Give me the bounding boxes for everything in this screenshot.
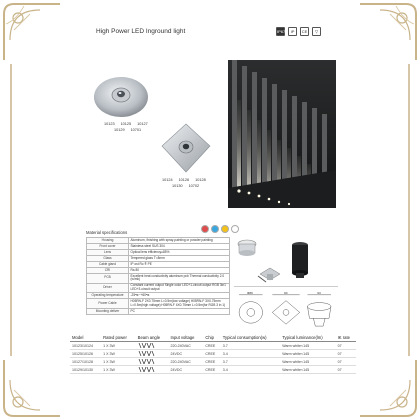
voltage-cell: 220-240VAC [168,342,203,350]
spec-key: Lens [87,249,129,255]
luminance-cell: Warm white<145 [280,350,335,358]
luminance-cell: Warm white<145 [280,342,335,350]
page-title: High Power LED Inground light [96,28,186,35]
spec-key: Front cover [87,243,129,249]
model-code: 10130 [172,184,183,188]
mounting-sleeve-image [236,238,258,260]
spec-value: IP ost Ro ® PE [129,261,230,267]
spec-row [87,273,230,283]
beam-angle-cell [136,350,169,358]
luminance-cell: Warm white<145 [280,358,335,366]
column-header: Model [70,334,101,342]
model-table [70,334,356,374]
square-lamp-codes-row2 [172,184,205,188]
ornament-rail-left [8,64,14,356]
color-options [201,225,239,233]
dimension-label: 90 [284,290,288,295]
voltage-cell: 24VDC [168,366,203,374]
spec-key: Housing [87,238,129,244]
spec-value: Tempered glass T=8mm [129,255,230,261]
spec-value: Excellent heat conductivity aluminum pcb Thermal conductivity 2.0 (w/mk) [129,273,230,283]
power-cell: 1 X 3W [101,358,136,366]
application-photo [228,60,336,208]
power-cell: 1 X 3W [101,366,136,374]
column-header: Chip [203,334,220,342]
model-cell: 10127/10128 [70,358,101,366]
mounting-bracket-image [256,262,282,284]
power-cell: 1 X 3W [101,350,136,358]
model-code: 10126 [178,178,190,182]
rohs-icon: ▽ [312,27,321,36]
spec-value: PC [129,309,230,315]
ik-rate-cell: 07 [336,342,356,350]
round-lamp-codes-row2 [114,128,147,132]
spec-key: Glass [87,255,129,261]
beam-angle-cell [136,366,169,374]
certification-icons [276,27,321,36]
column-header: Typical consumption(w) [221,334,280,342]
dimension-label: 93 [317,290,321,295]
spec-value: Aluminum, finishing with spray-painting or powder painting [129,238,230,244]
table-row [70,350,356,358]
ornament-corner-top-left [0,0,64,64]
model-code: 10127 [137,122,148,126]
spec-key: Driver [87,283,129,293]
model-code: 10128 [195,178,206,182]
spec-value: Stainless steel SUS 304 [129,243,230,249]
model-code: 10702 [188,184,200,188]
column-header: Typical luminance(lm) [280,334,335,342]
beam-angle-cell [136,342,169,350]
chip-cell: CREE [203,358,220,366]
ce-mark-icon: CE [301,29,308,34]
spec-key: Mounting deliver [87,309,129,315]
model-table-header [70,334,356,342]
table-row [70,358,356,366]
ik-rate-cell: 07 [336,350,356,358]
chip-cell: CREE [203,366,220,374]
round-lamp-image [92,70,150,120]
ip-rating-icon: IP [288,27,297,36]
ornament-corner-top-right [356,0,420,64]
chip-cell: CREE [203,342,220,350]
spec-key: Operating temperature [87,293,129,299]
model-cell: 10129/10130 [70,366,101,374]
column-header: Rated power [101,334,136,342]
model-code: 10125 [120,122,132,126]
voltage-cell: 220-240VAC [168,358,203,366]
spec-value: -25℃~+60℃ [129,293,230,299]
spec-key: CRI [87,267,129,273]
beam-angle-icon [138,359,156,364]
spec-value: Ra 80 [129,267,230,273]
luminance-cell: Warm white<145 [280,366,335,374]
dimension-label: Φ86 [246,290,253,295]
table-row [70,342,356,350]
spec-title: Material specifications [86,230,128,235]
column-header: IK rate [336,334,356,342]
column-header: Beam angle [136,334,169,342]
consumption-cell: 3.4 [221,366,280,374]
spec-row [87,283,230,293]
round-lamp-codes-row1 [104,122,154,126]
spec-value: Constant current output Single color LED+1-circuit output RGB 3in1 LED+3-circuit output [129,283,230,293]
beam-angle-icon [138,351,156,356]
ik-rate-cell: 07 [336,366,356,374]
spec-key: Cable gland [87,261,129,267]
spec-row [87,299,230,309]
model-cell: 10123/10124 [70,342,101,350]
table-row [70,366,356,374]
driver-icon: IP67 [277,29,286,34]
spec-value: H05RN-F 2X0.75mm L=0.5m(low voltage) H05RN-F 3X0.75mm L=0.5m(high voltage) H05RN-F 4X0.75mm L=0.5m(for RGB 3 in 1) [129,299,230,309]
beam-angle-icon [138,343,156,348]
square-lamp-image [160,122,212,174]
spec-row [87,309,230,315]
color-red-swatch [201,225,209,233]
spec-table [86,237,230,315]
ornament-corner-bottom-right [356,356,420,420]
model-code: 10124 [162,178,173,182]
dimension-drawings [234,286,338,330]
color-white-swatch [231,225,239,233]
chip-cell: CREE [203,350,220,358]
model-code: 10123 [104,122,115,126]
spec-value: Optical lens efficiency≥85% [129,249,230,255]
voltage-cell: 24VDC [168,350,203,358]
ornament-corner-bottom-left [0,356,64,420]
model-code: 10129 [114,128,125,132]
model-cell: 10125/10126 [70,350,101,358]
color-yellow-swatch [221,225,229,233]
beam-angle-icon [138,367,156,372]
consumption-cell: 3.7 [221,358,280,366]
color-blue-swatch [211,225,219,233]
embedded-box-image [290,240,310,280]
spec-key: Power Cable [87,299,129,309]
spec-key: PCB [87,273,129,283]
beam-angle-cell [136,358,169,366]
ornament-rail-right [406,64,412,356]
square-lamp-codes-row1 [162,178,212,182]
consumption-cell: 3.7 [221,342,280,350]
ik-rate-cell: 07 [336,358,356,366]
column-header: Input voltage [168,334,203,342]
model-code: 10701 [130,128,142,132]
consumption-cell: 3.4 [221,350,280,358]
power-cell: 1 X 3W [101,342,136,350]
